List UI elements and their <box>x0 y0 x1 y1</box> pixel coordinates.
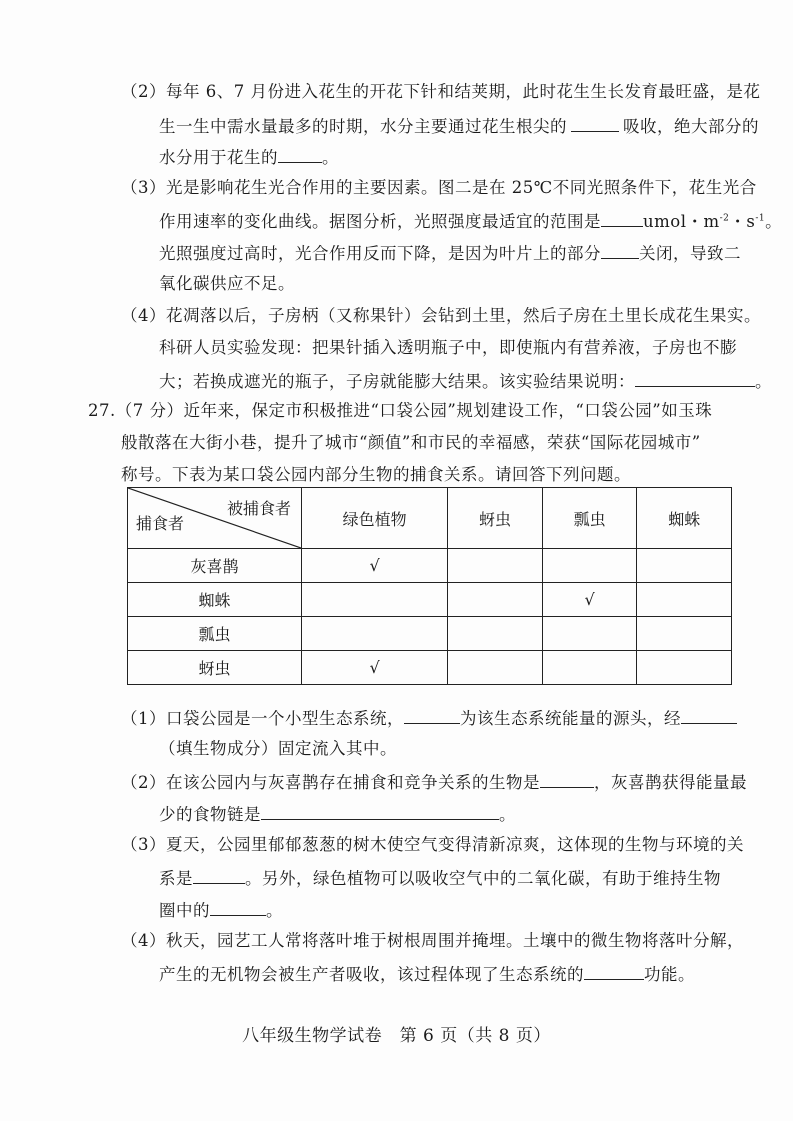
table-cell <box>448 549 543 583</box>
table-cell: √ <box>302 651 448 685</box>
column-header: 瓢虫 <box>542 488 637 549</box>
answer-blank-relationship[interactable] <box>193 869 245 884</box>
q26-2-line2: 生一生中需水量最多的时期，水分主要通过花生根尖的 吸收，绝大部分的 <box>159 117 759 136</box>
q26-3-line1: （3）光是影响花生光合作用的主要因素。图二是在 25℃不同光照条件下，花生光合 <box>121 178 757 197</box>
q27-intro-line2: 般散落在大街小巷，提升了城市“颜值”和市民的幸福感，荣获“国际花园城市” <box>121 433 701 452</box>
q26-3-line2: 作用速率的变化曲线。据图分析，光照强度最适宜的范围是 umol・$m^{-2}$・$s^{-1}$。 <box>159 212 783 231</box>
answer-blank-ecosystem-function[interactable] <box>584 965 644 980</box>
answer-blank-carbon-oxygen-balance[interactable] <box>210 901 266 916</box>
table-cell <box>637 617 732 651</box>
table-cell: √ <box>302 549 448 583</box>
row-header: 灰喜鹊 <box>128 549 302 583</box>
column-header: 绿色植物 <box>302 488 448 549</box>
row-header: 蚜虫 <box>128 651 302 685</box>
row-header: 瓢虫 <box>128 617 302 651</box>
table-row <box>128 549 732 583</box>
table-cell <box>448 583 543 617</box>
answer-blank-compete-organism[interactable] <box>540 773 594 788</box>
table-cell: √ <box>542 583 637 617</box>
table-cell <box>637 549 732 583</box>
answer-blank-energy-source[interactable] <box>404 709 460 724</box>
header-predator-label: 捕食者 <box>136 514 185 533</box>
q26-2-line3: 水分用于花生的 。 <box>159 148 339 167</box>
q27-2-line2: 少的食物链是 。 <box>159 805 516 824</box>
table-cell <box>637 651 732 685</box>
answer-blank-light-range[interactable] <box>601 212 643 227</box>
answer-blank-producer[interactable] <box>681 709 737 724</box>
q27-2-line1: （2）在该公园内与灰喜鹊存在捕食和竞争关系的生物是 ，灰喜鹊获得能量最 <box>121 773 747 792</box>
answer-blank-root-zone[interactable] <box>571 117 619 132</box>
answer-blank-stomata[interactable] <box>601 244 639 259</box>
q26-3-line3: 光照强度过高时，光合作用反而下降，是因为叶片上的部分 关闭，导致二 <box>159 244 741 263</box>
table-cell <box>542 549 637 583</box>
table-row <box>128 651 732 685</box>
column-header: 蜘蛛 <box>637 488 732 549</box>
table-row <box>128 617 732 651</box>
q27-4-line2: 产生的无机物会被生产者吸收，该过程体现了生态系统的 功能。 <box>159 965 695 984</box>
table-corner-header <box>128 488 302 549</box>
table-cell <box>542 617 637 651</box>
q26-4-line3: 大；若换成遮光的瓶子，子房就能膨大结果。该实验结果说明： 。 <box>159 372 772 391</box>
table-cell <box>637 583 732 617</box>
feeding-relationship-table <box>127 487 732 685</box>
q26-2-line1: （2）每年 6、7 月份进入花生的开花下针和结荚期，此时花生生长发育最旺盛，是花 <box>121 82 761 101</box>
q26-4-line2: 科研人员实验发现：把果针插入透明瓶子中，即使瓶内有营养液，子房也不膨 <box>159 338 737 357</box>
q26-4-line1: （4）花凋落以后，子房柄（又称果针）会钻到土里，然后子房在土里长成花生果实。 <box>121 306 761 325</box>
q27-3-line2: 系是 。另外，绿色植物可以吸收空气中的二氧化碳，有助于维持生物 <box>159 869 721 888</box>
table-cell <box>448 651 543 685</box>
q27-3-line1: （3）夏天，公园里郁郁葱葱的树木使空气变得清新凉爽，这体现的生物与环境的关 <box>121 835 744 854</box>
q27-3-line3: 圈中的 。 <box>159 901 283 920</box>
table-cell <box>542 651 637 685</box>
table-cell <box>302 583 448 617</box>
q27-4-line1: （4）秋天，园艺工人常将落叶堆于树根周围并掩埋。土壤中的微生物将落叶分解， <box>121 931 744 950</box>
q27-intro-line3: 称号。下表为某口袋公园内部分生物的捕食关系。请回答下列问题。 <box>121 465 631 484</box>
answer-blank-water-use[interactable] <box>278 148 322 163</box>
header-prey-label: 被捕食者 <box>226 499 291 518</box>
table-header-row <box>128 488 732 549</box>
column-header: 蚜虫 <box>448 488 543 549</box>
table-cell <box>302 617 448 651</box>
answer-blank-food-chain[interactable] <box>261 805 499 820</box>
table-row <box>128 583 732 617</box>
page-footer: 八年级生物学试卷 第 6 页（共 8 页） <box>242 1026 551 1046</box>
table-cell <box>448 617 543 651</box>
answer-blank-experiment-conclusion[interactable] <box>635 372 755 387</box>
q27-1-line1: （1）口袋公园是一个小型生态系统， 为该生态系统能量的源头，经 <box>121 709 737 728</box>
q26-3-line4: 氧化碳供应不足。 <box>159 274 295 293</box>
row-header: 蜘蛛 <box>128 583 302 617</box>
q27-1-line2: （填生物成分）固定流入其中。 <box>159 739 397 758</box>
q27-intro-line1: 27.（7 分）近年来，保定市积极推进“口袋公园”规划建设工作，“口袋公园”如玉珠 <box>88 401 713 420</box>
